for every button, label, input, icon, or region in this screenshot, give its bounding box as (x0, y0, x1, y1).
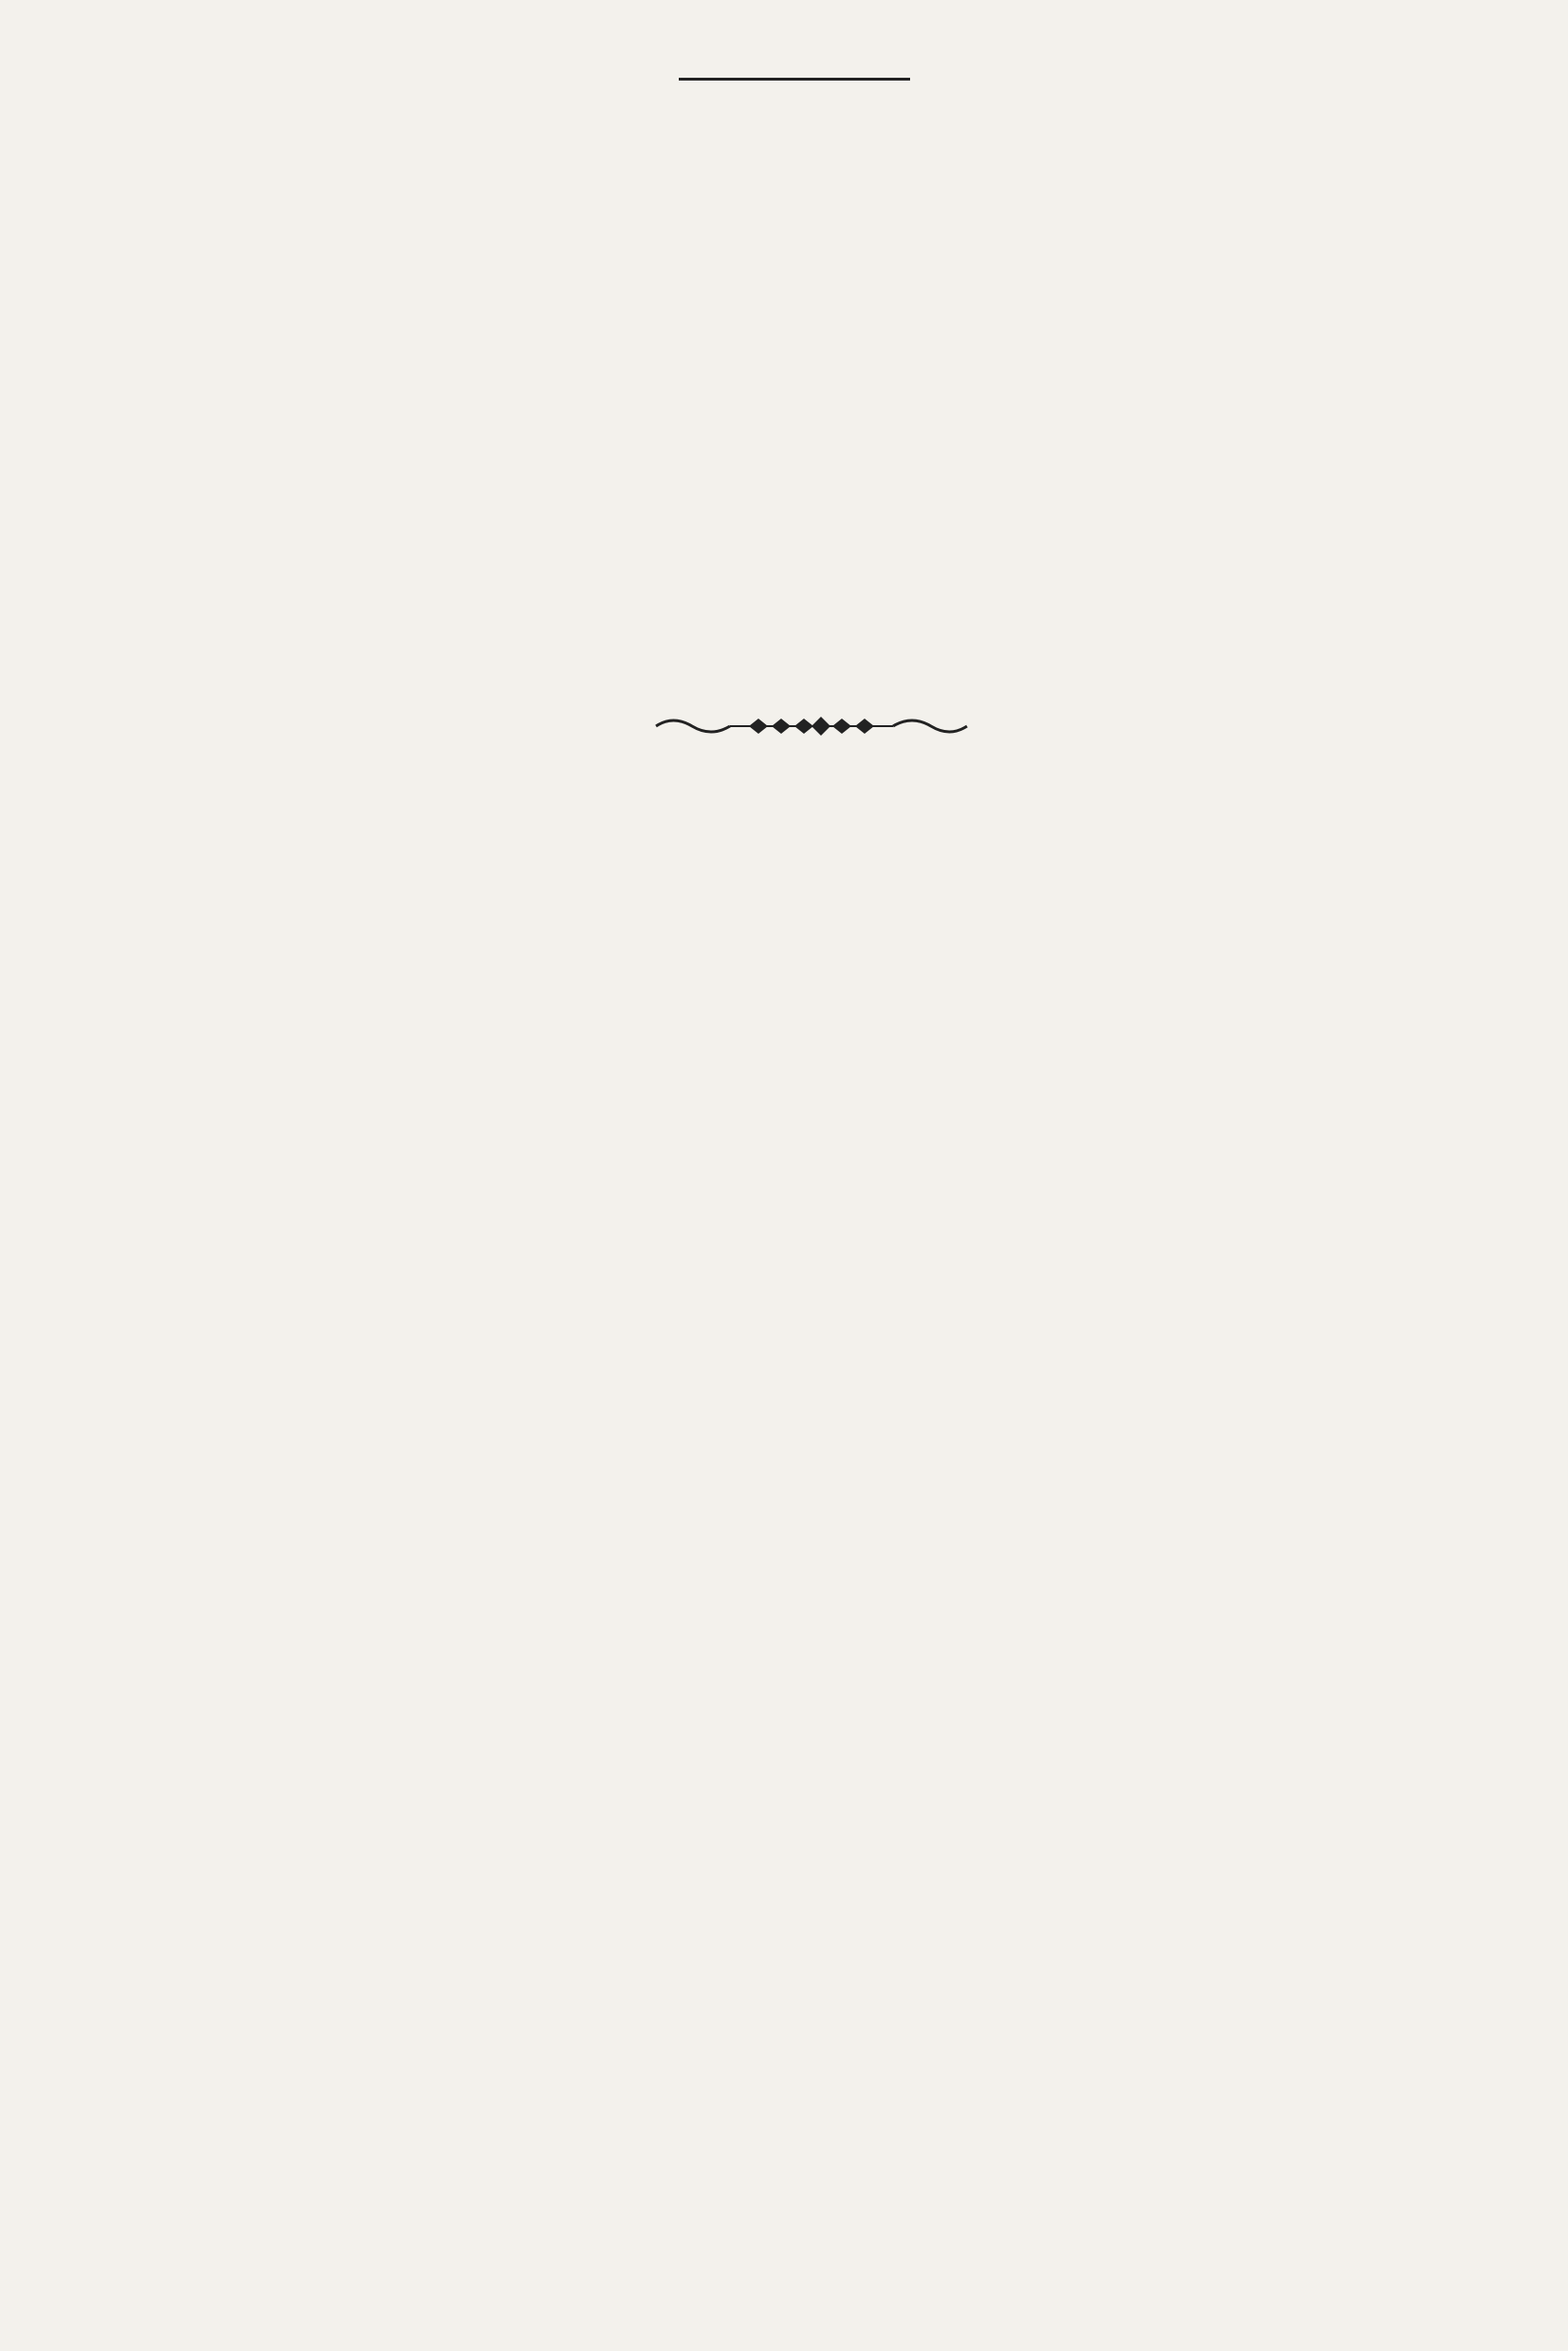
ornamental-divider-icon (654, 707, 969, 745)
page-number-rule (679, 78, 910, 81)
